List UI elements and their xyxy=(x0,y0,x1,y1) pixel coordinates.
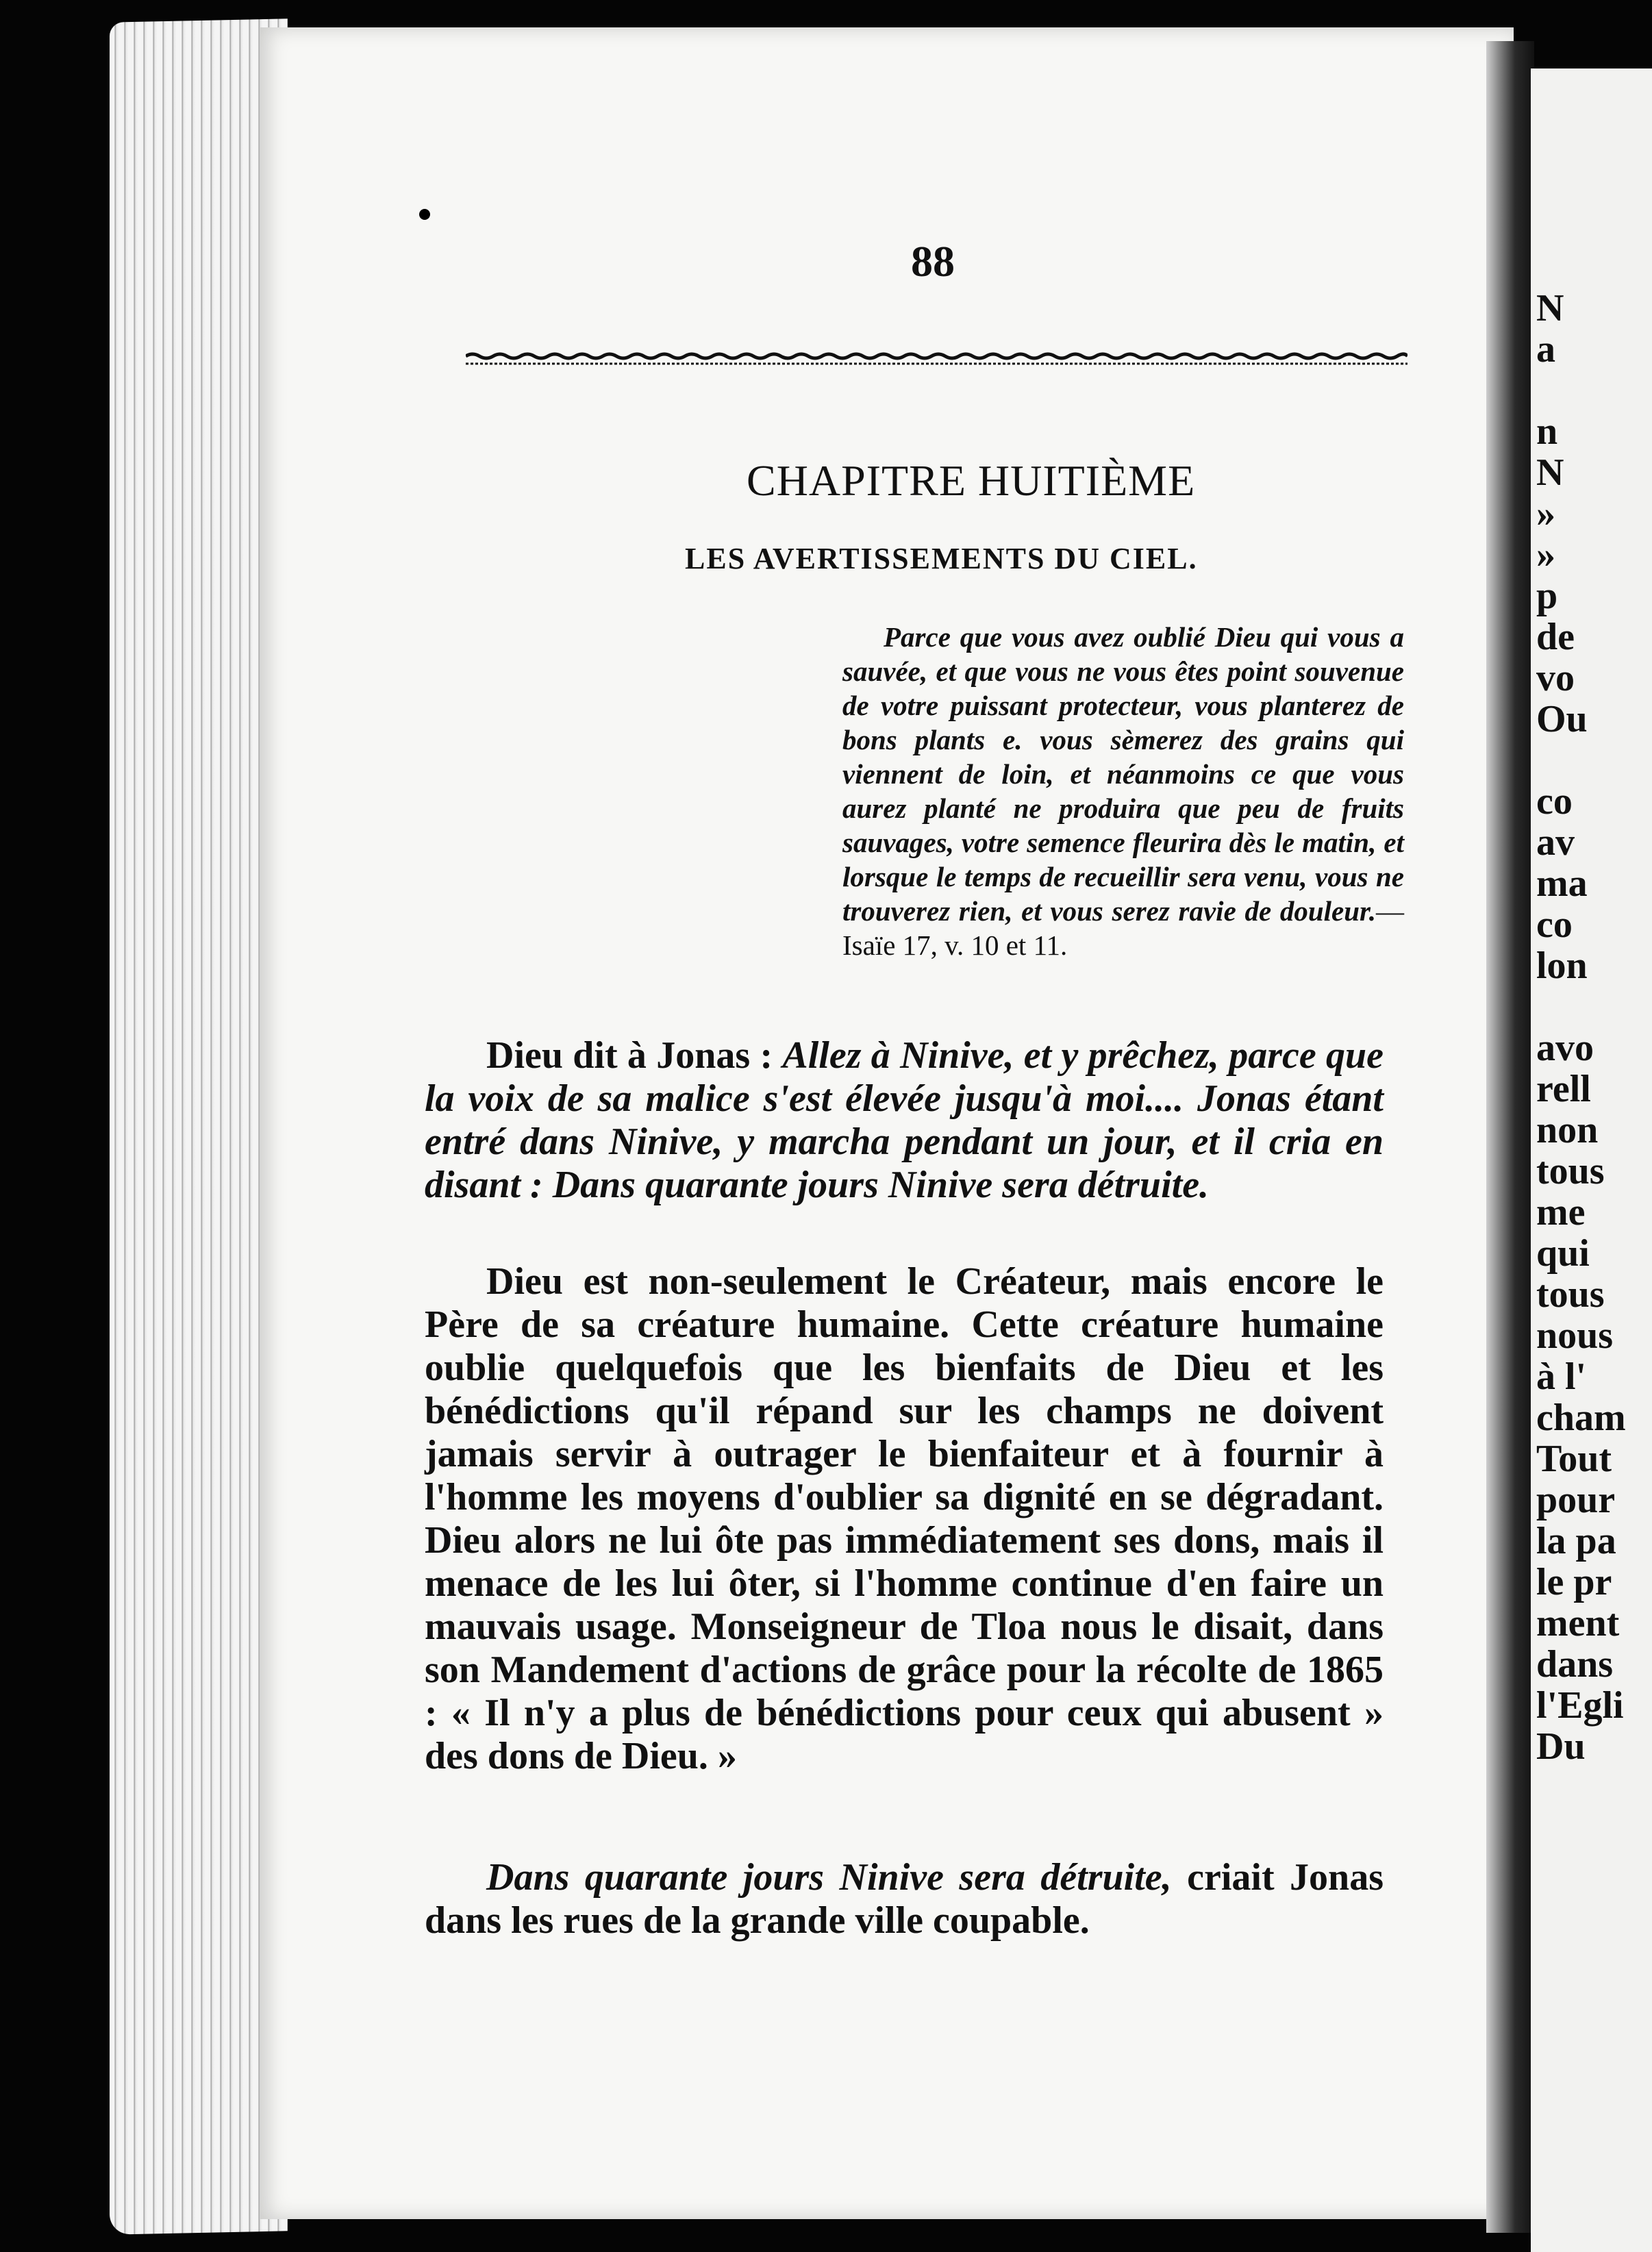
right-page-fragment-line: N xyxy=(1536,451,1564,494)
right-page-fragment-line: pour xyxy=(1536,1479,1616,1521)
right-page-fragment-line: ma xyxy=(1536,862,1588,905)
right-page-fragment-line: Ou xyxy=(1536,698,1588,740)
right-page-fragment-line xyxy=(1536,370,1626,411)
right-page-fragment-line: co xyxy=(1536,780,1573,823)
right-page-fragment-line: av xyxy=(1536,821,1575,864)
page-number: 88 xyxy=(911,237,955,286)
right-page-fragment-line: p xyxy=(1536,575,1558,617)
right-page-fragment-line: N xyxy=(1536,287,1564,329)
right-page-fragment-line: lon xyxy=(1536,944,1588,987)
right-page-fragment-line: cham xyxy=(1536,1397,1626,1439)
right-page-text xyxy=(1536,288,1626,1767)
epigraph-citation: —Isaïe 17, v. 10 et 11. xyxy=(842,895,1404,961)
right-page-fragment-line: me xyxy=(1536,1191,1586,1234)
right-page-fragment-line: a xyxy=(1536,328,1555,371)
right-page-fragment-line: la pa xyxy=(1536,1520,1616,1562)
right-page-fragment-line: dans xyxy=(1536,1643,1614,1686)
chapter-subtitle: LES AVERTISSEMENTS DU CIEL. xyxy=(685,542,1198,575)
paragraph-1 xyxy=(425,1034,1384,1207)
decorative-rule xyxy=(466,351,1407,368)
paragraph-3-rest: criait Jonas dans les rues de la grande ville coupable. xyxy=(425,1856,1384,1942)
right-page-fragment-line: l'Egli xyxy=(1536,1684,1624,1727)
paragraph-3 xyxy=(425,1856,1384,1942)
right-page-fragment-line: le pr xyxy=(1536,1561,1612,1603)
right-page-fragment xyxy=(1531,68,1652,2252)
right-page-fragment-line: n xyxy=(1536,410,1558,453)
right-page-fragment-line: non xyxy=(1536,1109,1599,1151)
right-page-fragment-line: ment xyxy=(1536,1602,1620,1644)
right-page-fragment-line: tous xyxy=(1536,1273,1605,1316)
chapter-title: CHAPITRE HUITIÈME xyxy=(747,456,1196,505)
book-gutter xyxy=(1486,41,1534,2233)
right-page-fragment-line: » xyxy=(1536,492,1555,535)
right-page-fragment-line: nous xyxy=(1536,1314,1614,1357)
paragraph-1-quote: Allez à Ninive, et y prêchez, parce que la voix de sa malice s'est élevée jusqu'à moi.... Jonas étant entré dans Ninive, y marcha pendant un jour, et il cria en disant : Dans quarante jours Ninive sera détruite. xyxy=(425,1034,1384,1206)
right-page-fragment-line: qui xyxy=(1536,1232,1590,1275)
paragraph-1-lead: Dieu dit à Jonas : xyxy=(486,1034,783,1077)
epigraph-text: Parce que vous avez oublié Dieu qui vous a sauvée, et que vous ne vous êtes point souvenue de votre puissant protecteur, vous planterez de bons plants e. vous sèmerez des grains qui viennent de loin, et néanmoins ce que vous aurez planté ne produira que peu de fruits sauvages, votre semence fleurira dès le matin, et lorsque le temps de recueillir sera venu, vous ne trouverez rien, et vous serez ravie de douleur. xyxy=(842,621,1404,927)
epigraph xyxy=(842,620,1404,962)
right-page-fragment-line: avo xyxy=(1536,1027,1594,1069)
right-page-fragment-line xyxy=(1536,740,1626,781)
right-page-fragment-line: Tout xyxy=(1536,1438,1612,1480)
right-page-fragment-line: Du xyxy=(1536,1725,1586,1768)
right-page-fragment-line: rell xyxy=(1536,1068,1591,1110)
right-page-fragment-line: à l' xyxy=(1536,1355,1587,1398)
right-page-fragment-line: tous xyxy=(1536,1150,1605,1192)
right-page-fragment-line xyxy=(1536,986,1626,1027)
right-page-fragment-line: vo xyxy=(1536,657,1575,699)
ink-dot xyxy=(419,209,430,220)
paragraph-2: Dieu est non-seulement le Créateur, mais encore le Père de sa créature humaine. Cette créature humaine oublie quelquefois que les bienfaits de Dieu et les bénédictions qu'il répand sur les champs ne doivent jamais servir à outrager le bienfaiteur et à fournir à l'homme les moyens d'oublier sa dignité en se dégradant. Dieu alors ne lui ôte pas immédiatement ses dons, mais il menace de les lui ôter, si l'homme continue d'en faire un mauvais usage. Monseigneur de Tloa nous le disait, dans son Mandement d'actions de grâce pour la récolte de 1865 : « Il n'y a plus de bénédictions pour ceux qui abusent » des dons de Dieu. » xyxy=(425,1260,1384,1777)
right-page-fragment-line: co xyxy=(1536,903,1573,946)
right-page-fragment-line: » xyxy=(1536,534,1555,576)
paragraph-3-quote: Dans quarante jours Ninive sera détruite, xyxy=(486,1856,1172,1899)
right-page-fragment-line: de xyxy=(1536,616,1575,658)
